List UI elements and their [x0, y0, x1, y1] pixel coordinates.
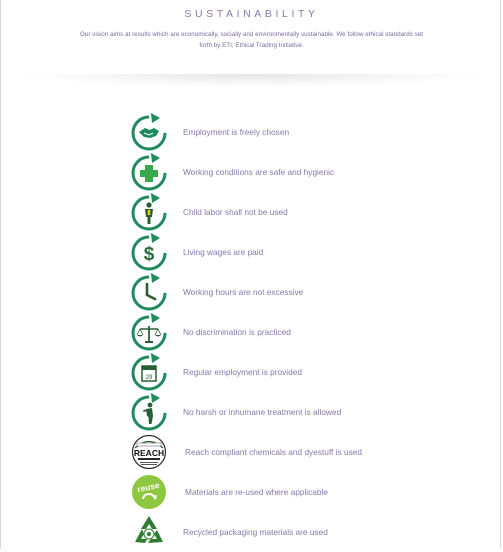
list-item — [0, 352, 503, 392]
svg-text:$: $ — [143, 244, 155, 265]
balance-scale-icon — [130, 312, 168, 352]
svg-text:reuse: reuse — [136, 479, 161, 495]
list-item-label: Regular employment is provided — [183, 367, 302, 377]
clock-icon — [130, 272, 168, 312]
reach-badge-icon — [130, 432, 168, 472]
list-item — [0, 512, 503, 552]
list-item-label: Child labor shall not be used — [183, 207, 288, 217]
list-item-label: Recycled packaging materials are used — [183, 527, 328, 537]
svg-text:29: 29 — [145, 375, 153, 381]
handshake-icon — [130, 112, 168, 152]
list-item-label: No discrimination is practiced — [183, 327, 291, 337]
list-item — [0, 272, 503, 312]
page-title: SUSTAINABILITY — [184, 8, 319, 20]
person-icon — [130, 392, 168, 432]
list-item — [0, 232, 503, 272]
list-item-label: No harsh or inhumane treatment is allowed — [183, 407, 342, 417]
medical-cross-icon — [130, 152, 168, 192]
list-item-label: Working conditions are safe and hygienic — [183, 167, 335, 177]
list-item — [0, 192, 503, 232]
dollar-icon — [130, 232, 168, 272]
recycle-icon — [130, 512, 168, 552]
list-item-label: Reach compliant chemicals and dyestuff is used — [185, 447, 362, 457]
child-icon — [130, 192, 168, 232]
list-item — [0, 432, 503, 472]
tagline-line-1: Our vision aims at results which are economically, socially and environmentally sustainable. We follow ethical standards set — [79, 31, 424, 38]
reuse-icon — [130, 472, 168, 512]
list-item-label: Living wages are paid — [183, 247, 264, 257]
list-item — [0, 472, 503, 512]
tagline-line-2: forth by ETI, Ethical Trading Initiative. — [199, 42, 304, 49]
list-item-label: Materials are re-used where applicable — [185, 487, 328, 497]
list-item-label: Employment is freely chosen — [183, 127, 290, 137]
list-item-label: Working hours are not excessive — [183, 287, 304, 297]
list-item — [0, 392, 503, 432]
list-item — [0, 312, 503, 352]
list-item — [0, 112, 503, 152]
calendar-icon — [130, 352, 168, 392]
svg-text:REACH: REACH — [133, 448, 165, 458]
list-item — [0, 152, 503, 192]
